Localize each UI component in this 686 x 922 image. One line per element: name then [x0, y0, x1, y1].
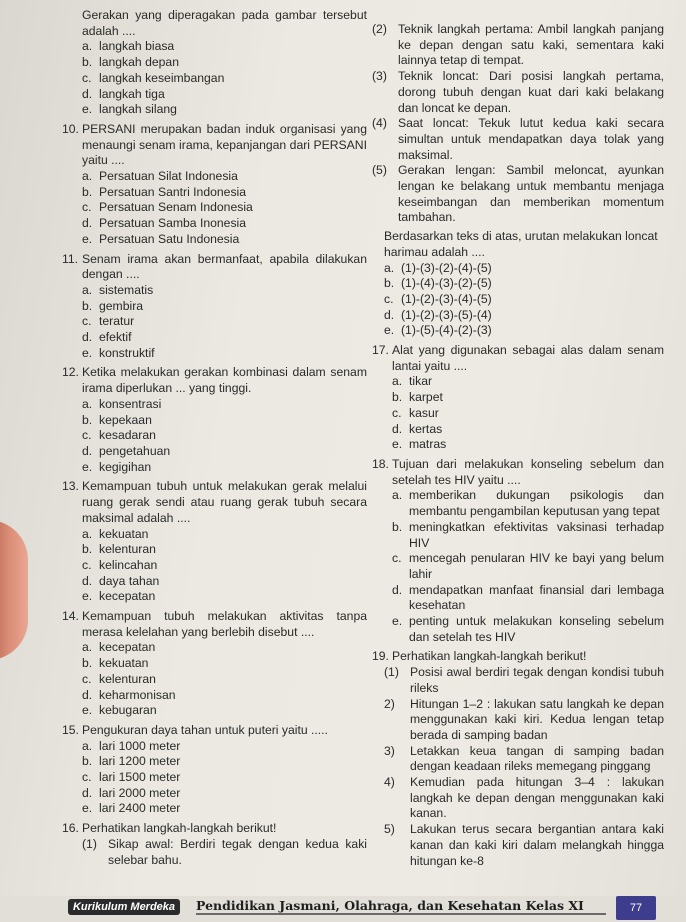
- option-c: c. kelenturan: [82, 671, 156, 686]
- step-item: (1) Posisi awal berdiri tegak dengan kondisi tubuh rileks: [384, 665, 664, 695]
- option-c: c. langkah keseimbangan: [82, 70, 225, 85]
- question-text: Ketika melakukan gerakan kombinasi dalam senam irama diperlukan ... yang tinggi.: [82, 365, 367, 396]
- option-b: b. kelenturan: [82, 542, 156, 557]
- question-text: Senam irama akan bermanfaat, apabila dilakukan dengan ....: [82, 251, 367, 282]
- option-d: d. langkah tiga: [82, 86, 165, 101]
- question-12: [62, 365, 367, 475]
- question-text: Gerakan yang diperagakan pada gambar tersebut adalah ....: [82, 8, 367, 38]
- step-item: 5) Lakukan terus secara bergantian antara kaki kanan dan kaki kiri dalam melangkah hingga hitungan ke-8: [384, 822, 664, 868]
- option-b: b. karpet: [392, 390, 443, 405]
- question-text: Kemampuan tubuh untuk melakukan gerak melalui ruang gerak sendi atau ruang gerak tubuh secara maksimal adalah ....: [82, 479, 367, 525]
- finger-thumb: [0, 520, 28, 660]
- step-item: 3) Letakkan keua tangan di samping badan dengan keadaan rileks memegang pinggang: [384, 743, 664, 774]
- option-d: d. keharmonisan: [82, 687, 176, 702]
- question-17: [372, 343, 664, 453]
- option-d: d. pengetahuan: [82, 443, 171, 458]
- question-11: [62, 252, 367, 362]
- question-number: 13.: [62, 479, 79, 494]
- option-a: a. kecepatan: [82, 640, 156, 655]
- option-c: c. kesadaran: [82, 428, 156, 443]
- option-e: e. penting untuk melakukan konseling sebelum dan setelah tes HIV: [392, 614, 664, 644]
- question-number: 14.: [62, 609, 79, 624]
- option-e: e. lari 2400 meter: [82, 801, 181, 816]
- option-c: c. (1)-(2)-(3)-(4)-(5): [384, 291, 492, 306]
- step-item: (1) Sikap awal: Berdiri tegak dengan kedua kaki selebar bahu.: [82, 836, 367, 867]
- kurikulum-merdeka-logo: Kurikulum Merdeka: [68, 899, 180, 915]
- question-10: [62, 122, 367, 248]
- option-c: c. kelincahan: [82, 557, 158, 572]
- question-13: [62, 479, 367, 605]
- question-number: 12.: [62, 365, 79, 380]
- option-a: a. (1)-(3)-(2)-(4)-(5): [384, 260, 492, 275]
- book-title: Pendidikan Jasmani, Olahraga, dan Kesehatan Kelas XI: [196, 898, 584, 913]
- option-e: e. matras: [392, 437, 447, 452]
- option-c: c. lari 1500 meter: [82, 770, 181, 785]
- option-b: b. meningkatkan efektivitas vaksinasi terhadap HIV: [392, 519, 664, 550]
- step-item: (4) Saat loncat: Tekuk lutut kedua kaki secara simultan untuk mendapatkan daya tolak yang maksimal.: [372, 116, 664, 162]
- option-b: b. Persatuan Santri Indonesia: [82, 184, 247, 199]
- option-e: e. langkah silang: [82, 102, 177, 117]
- question-text: Perhatikan langkah-langkah berikut!: [392, 649, 587, 664]
- question-text: PERSANI merupakan badan induk organisasi yang menaungi senam irama, kepanjangan dari PERSANI yaitu ....: [82, 121, 367, 168]
- question-15: [62, 723, 367, 817]
- option-e: e. kegigihan: [82, 459, 152, 474]
- question-number: 10.: [62, 121, 79, 136]
- option-a: a. langkah biasa: [82, 39, 175, 54]
- question-16-steps: [372, 22, 664, 339]
- question-number: 16.: [62, 821, 79, 836]
- page-number: 77: [616, 896, 656, 920]
- option-b: b. kepekaan: [82, 412, 152, 427]
- left-column: [62, 8, 367, 871]
- step-item: (3) Teknik loncat: Dari posisi langkah pertama, dorong tubuh dengan kuat dari kaki belakang dan loncat ke depan.: [372, 69, 664, 115]
- question-16-prompt: Berdasarkan teks di atas, urutan melakukan loncat harimau adalah ....: [384, 229, 658, 259]
- option-c: c. mencegah penularan HIV ke bayi yang belum lahir: [392, 551, 664, 581]
- question-18: [372, 457, 664, 645]
- footer-divider: [196, 913, 606, 915]
- option-a: a. sistematis: [82, 282, 154, 297]
- option-b: b. (1)-(4)-(3)-(2)-(5): [384, 276, 492, 291]
- question-number: 17.: [372, 343, 389, 358]
- right-column: [372, 22, 664, 872]
- option-a: a. tikar: [392, 374, 433, 389]
- option-d: d. Persatuan Samba Inonesia: [82, 216, 247, 231]
- option-d: d. mendapatkan manfaat finansial dari lembaga kesehatan: [392, 582, 664, 613]
- option-e: e. (1)-(5)-(4)-(2)-(3): [384, 323, 492, 338]
- option-b: b. gembira: [82, 298, 144, 313]
- option-a: a. Persatuan Silat Indonesia: [82, 169, 238, 184]
- option-d: d. kertas: [392, 421, 443, 436]
- question-number: 15.: [62, 722, 79, 737]
- option-d: d. lari 2000 meter: [82, 785, 181, 800]
- option-b: b. lari 1200 meter: [82, 754, 181, 769]
- question-14: [62, 609, 367, 719]
- question-16: [62, 821, 367, 868]
- question-number: 11.: [62, 251, 79, 266]
- question-text: Kemampuan tubuh melakukan aktivitas tanpa merasa kelelahan yang berlebih disebut ....: [82, 609, 367, 639]
- question-text: Tujuan dari melakukan konseling sebelum dan setelah tes HIV yaitu ....: [392, 456, 664, 487]
- step-item: (5) Gerakan lengan: Sambil meloncat, ayunkan lengan ke belakang untuk membantu menjaga keseimbangan dan memberikan momentum tambahan.: [372, 163, 664, 225]
- option-c: c. Persatuan Senam Indonesia: [82, 200, 253, 215]
- question-text: Alat yang digunakan sebagai alas dalam senam lantai yaitu ....: [392, 343, 664, 373]
- question-19: [372, 649, 664, 869]
- step-item: 2) Hitungan 1–2 : lakukan satu langkah ke depan menggunakan kaki kiri. Kedua lengan tetap berada di samping badan: [384, 696, 664, 742]
- option-b: b. langkah depan: [82, 55, 179, 70]
- option-a: a. memberikan dukungan psikologis dan membantu pengambilan keputusan yang tepat: [392, 488, 664, 519]
- option-d: d. daya tahan: [82, 573, 160, 588]
- option-b: b. kekuatan: [82, 656, 149, 671]
- question-text: Pengukuran daya tahan untuk puteri yaitu .....: [82, 722, 328, 737]
- question-number: 18.: [372, 456, 389, 471]
- option-d: d. efektif: [82, 330, 132, 345]
- option-a: a. lari 1000 meter: [82, 738, 181, 753]
- option-c: c. kasur: [392, 405, 439, 420]
- step-item: 4) Kemudian pada hitungan 3–4 : lakukan langkah ke depan dengan menggunakan kaki kanan.: [384, 775, 664, 821]
- option-e: e. kecepatan: [82, 589, 156, 604]
- option-a: a. konsentrasi: [82, 396, 162, 411]
- option-d: d. (1)-(2)-(3)-(5)-(4): [384, 307, 492, 322]
- option-e: e. konstruktif: [82, 345, 155, 360]
- question-text: Perhatikan langkah-langkah berikut!: [82, 821, 277, 836]
- question-number: 19.: [372, 649, 389, 664]
- question-9: [62, 8, 367, 118]
- option-e: e. Persatuan Satu Indonesia: [82, 231, 240, 246]
- step-item: (2) Teknik langkah pertama: Ambil langkah panjang ke depan dengan satu kaki, sementara kaki lainnya tetap di tempat.: [372, 22, 664, 68]
- option-e: e. kebugaran: [82, 703, 157, 718]
- option-a: a. kekuatan: [82, 526, 149, 541]
- option-c: c. teratur: [82, 314, 135, 329]
